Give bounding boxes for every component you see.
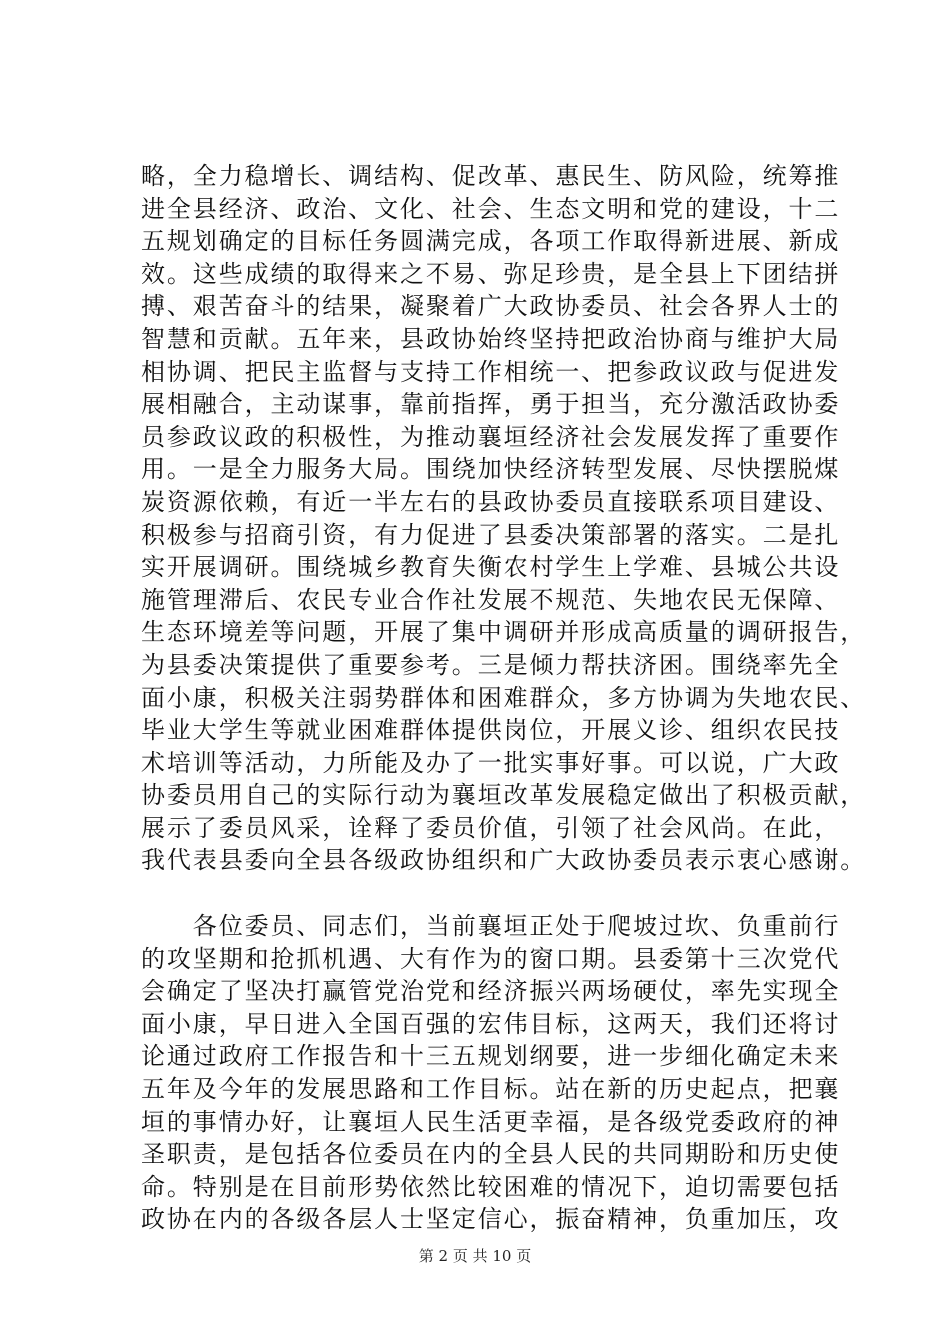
text-line: 实开展调研。围绕城乡教育失衡农村学生上学难、县城公共设: [141, 553, 841, 582]
paragraph-1: [141, 160, 867, 877]
text-line: 毕业大学生等就业困难群体提供岗位，开展义诊、组织农民技: [141, 716, 841, 745]
text-line: 为县委决策提供了重要参考。三是倾力帮扶济困。围绕率先全: [141, 650, 841, 679]
body-text: [141, 160, 867, 1236]
text-line: 面小康，早日进入全国百强的宏伟目标，这两天，我们还将讨: [141, 1009, 841, 1038]
text-line: 略，全力稳增长、调结构、促改革、惠民生、防风险，统筹推: [141, 162, 841, 190]
text-line: 积极参与招商引资，有力促进了县委决策部署的落实。二是扎: [141, 520, 841, 549]
text-line: 圣职责，是包括各位委员在内的全县人民的共同期盼和历史使: [141, 1140, 841, 1169]
text-line: 垣的事情办好，让襄垣人民生活更幸福，是各级党委政府的神: [141, 1107, 841, 1136]
text-line: 用。一是全力服务大局。围绕加快经济转型发展、尽快摆脱煤: [141, 455, 841, 484]
text-line: 生态环境差等问题，开展了集中调研并形成高质量的调研报告，: [141, 618, 867, 647]
text-line: 展相融合，主动谋事，靠前指挥，勇于担当，充分激活政协委: [141, 390, 841, 419]
text-line: 各位委员、同志们，当前襄垣正处于爬坡过坎、负重前行: [141, 912, 841, 941]
text-line: 进全县经济、政治、文化、社会、生态文明和党的建设，十二: [141, 194, 841, 223]
text-line: 面小康，积极关注弱势群体和困难群众，多方协调为失地农民、: [141, 683, 867, 712]
text-line: 智慧和贡献。五年来，县政协始终坚持把政治协商与维护大局: [141, 324, 841, 353]
text-line: 政协在内的各级各层人士坚定信心，振奋精神，负重加压，攻: [141, 1205, 841, 1234]
text-line: 协委员用自己的实际行动为襄垣改革发展稳定做出了积极贡献，: [141, 781, 867, 810]
text-line: 会确定了坚决打赢管党治党和经济振兴两场硬仗，率先实现全: [141, 977, 841, 1006]
text-line: 五规划确定的目标任务圆满完成，各项工作取得新进展、新成: [141, 227, 841, 256]
text-line: 的攻坚期和抢抓机遇、大有作为的窗口期。县委第十三次党代: [141, 944, 841, 973]
text-line: 论通过政府工作报告和十三五规划纲要，进一步细化确定未来: [141, 1042, 841, 1071]
text-line: 我代表县委向全县各级政协组织和广大政协委员表示衷心感谢。: [141, 846, 867, 875]
text-line: 效。这些成绩的取得来之不易、弥足珍贵，是全县上下团结拼: [141, 259, 841, 288]
text-line: 相协调、把民主监督与支持工作相统一、把参政议政与促进发: [141, 357, 841, 386]
text-line: 五年及今年的发展思路和工作目标。站在新的历史起点，把襄: [141, 1075, 841, 1104]
text-line: 展示了委员风采，诠释了委员价值，引领了社会风尚。在此，: [141, 813, 841, 842]
text-line: 搏、艰苦奋斗的结果，凝聚着广大政协委员、社会各界人士的: [141, 292, 841, 321]
text-line: 施管理滞后、农民专业合作社发展不规范、失地农民无保障、: [141, 585, 841, 614]
text-line: 命。特别是在目前形势依然比较困难的情况下，迫切需要包括: [141, 1172, 841, 1201]
page-footer: 第 2 页 共 10 页: [418, 1247, 532, 1265]
text-line: 员参政议政的积极性，为推动襄垣经济社会发展发挥了重要作: [141, 422, 841, 451]
text-line: 术培训等活动，力所能及办了一批实事好事。可以说，广大政: [141, 748, 841, 777]
paragraph-gap: [141, 877, 846, 910]
paragraph-2: [141, 910, 846, 1236]
text-line: 炭资源依赖，有近一半左右的县政协委员直接联系项目建设、: [141, 487, 841, 516]
